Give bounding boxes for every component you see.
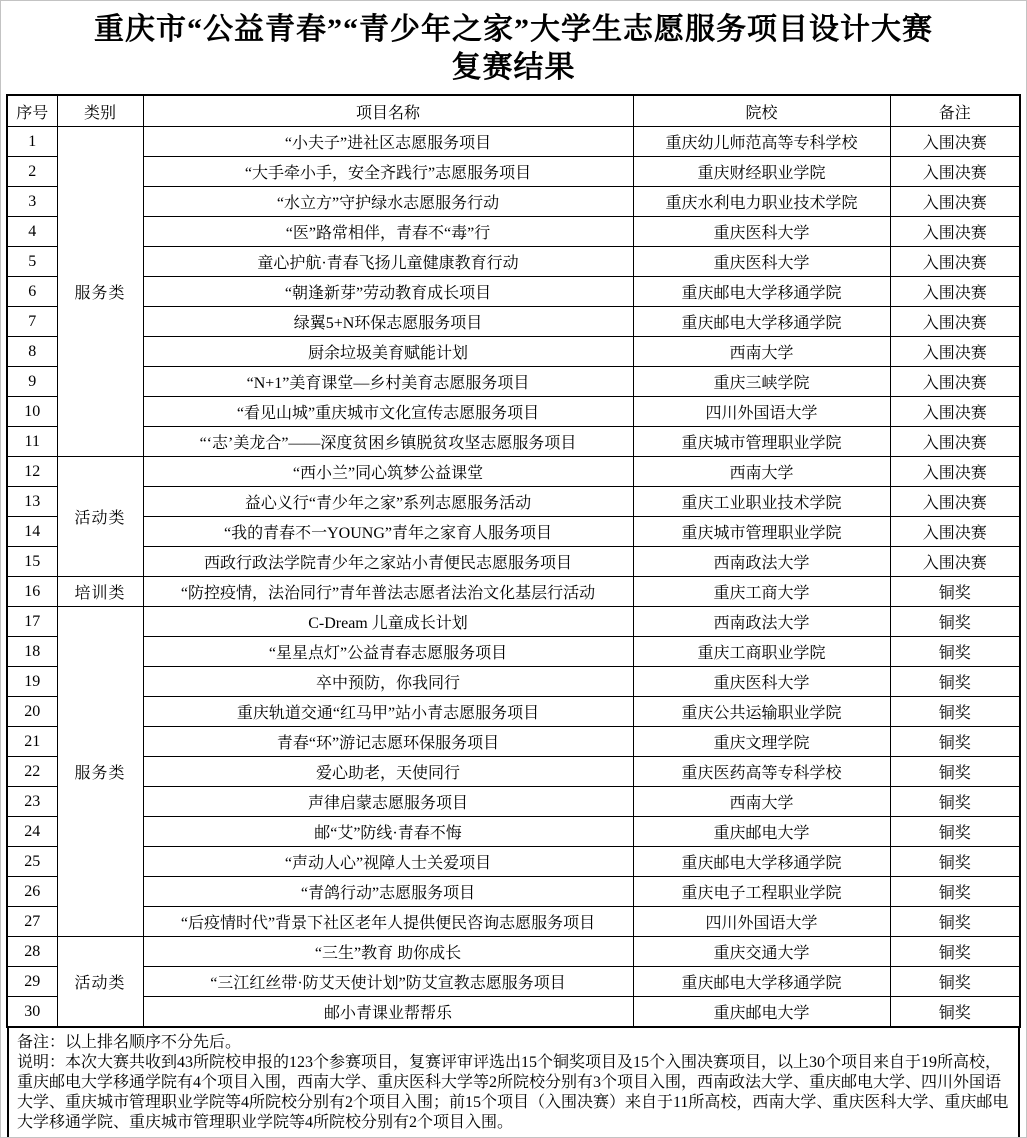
cell-remark: 铜奖: [890, 847, 1020, 877]
cell-school: 西南大学: [633, 787, 890, 817]
cell-school: 重庆工商大学: [633, 577, 890, 607]
table-row: [7, 667, 1020, 697]
cell-project: 绿翼5+N环保志愿服务项目: [143, 307, 633, 337]
cell-remark: 入围决赛: [890, 427, 1020, 457]
table-row: [7, 727, 1020, 757]
cell-remark: 铜奖: [890, 757, 1020, 787]
cell-school: 重庆文理学院: [633, 727, 890, 757]
cell-project: “声动人心”视障人士关爱项目: [143, 847, 633, 877]
cell-school: 重庆邮电大学移通学院: [633, 967, 890, 997]
note-ranking: 备注：以上排名顺序不分先后。: [17, 1034, 242, 1051]
note-description: 说明：本次大赛共收到43所院校申报的123个参赛项目，复赛评审评选出15个铜奖项目及15个入围决赛项目，以上30个项目来自于19所高校，重庆邮电大学移通学院有4个项目入围，西南大学、重庆医科大学等2所院校分别有3个项目入围，西南政法大学、重庆邮电大学、四川外国语大学、重庆城市管理职业学院等4所院校分别有2个项目入围；前15个项目（入围决赛）来自于11所高校，西南大学、重庆医科大学、重庆邮电大学移通学院、重庆城市管理职业学院等4所院校分别有2个项目入围。: [17, 1054, 1009, 1131]
table-row: [7, 547, 1020, 577]
cell-school: 重庆工商职业学院: [633, 637, 890, 667]
cell-remark: 铜奖: [890, 937, 1020, 967]
table-row: [7, 877, 1020, 907]
cell-remark: 入围决赛: [890, 487, 1020, 517]
table-row: [7, 487, 1020, 517]
cell-project: 童心护航·青春飞扬儿童健康教育行动: [143, 247, 633, 277]
cell-project: 卒中预防，你我同行: [143, 667, 633, 697]
cell-project: C-Dream 儿童成长计划: [143, 607, 633, 637]
cell-index: 27: [7, 907, 57, 937]
cell-index: 28: [7, 937, 57, 967]
table-row: [7, 787, 1020, 817]
cell-remark: 入围决赛: [890, 517, 1020, 547]
cell-remark: 铜奖: [890, 607, 1020, 637]
table-row: [7, 427, 1020, 457]
cell-index: 24: [7, 817, 57, 847]
cell-project: “医”路常相伴，青春不“毒”行: [143, 217, 633, 247]
cell-school: 西南大学: [633, 457, 890, 487]
results-table-body: [7, 127, 1020, 1028]
cell-school: 四川外国语大学: [633, 397, 890, 427]
cell-index: 1: [7, 127, 57, 157]
cell-index: 14: [7, 517, 57, 547]
table-row: [7, 517, 1020, 547]
cell-school: 重庆邮电大学: [633, 997, 890, 1028]
title-line-1: 重庆市“公益青春”“青少年之家”大学生志愿服务项目设计大赛: [94, 13, 933, 46]
cell-index: 26: [7, 877, 57, 907]
cell-project: “大手牵小手，安全齐践行”志愿服务项目: [143, 157, 633, 187]
column-header-col-school: 院校: [633, 95, 890, 127]
cell-project: 西政行政法学院青少年之家站小青便民志愿服务项目: [143, 547, 633, 577]
cell-project: 邮小青课业帮帮乐: [143, 997, 633, 1028]
cell-category: 服务类: [57, 607, 143, 937]
cell-school: 重庆邮电大学移通学院: [633, 277, 890, 307]
cell-remark: 入围决赛: [890, 367, 1020, 397]
cell-category: 培训类: [57, 577, 143, 607]
cell-school: 重庆城市管理职业学院: [633, 517, 890, 547]
cell-remark: 铜奖: [890, 997, 1020, 1028]
cell-remark: 入围决赛: [890, 307, 1020, 337]
cell-school: 重庆邮电大学移通学院: [633, 847, 890, 877]
cell-index: 30: [7, 997, 57, 1028]
cell-index: 7: [7, 307, 57, 337]
cell-school: 西南大学: [633, 337, 890, 367]
cell-remark: 铜奖: [890, 817, 1020, 847]
cell-index: 10: [7, 397, 57, 427]
cell-school: 重庆公共运输职业学院: [633, 697, 890, 727]
cell-project: 声律启蒙志愿服务项目: [143, 787, 633, 817]
cell-index: 22: [7, 757, 57, 787]
cell-school: 重庆三峡学院: [633, 367, 890, 397]
cell-project: “青鸽行动”志愿服务项目: [143, 877, 633, 907]
cell-remark: 铜奖: [890, 637, 1020, 667]
cell-project: “三生”教育 助你成长: [143, 937, 633, 967]
table-row: [7, 277, 1020, 307]
results-table: [6, 94, 1021, 1028]
cell-index: 4: [7, 217, 57, 247]
table-row: [7, 217, 1020, 247]
cell-school: 重庆医药高等专科学校: [633, 757, 890, 787]
cell-index: 18: [7, 637, 57, 667]
cell-index: 16: [7, 577, 57, 607]
column-header-col-remark: 备注: [890, 95, 1020, 127]
cell-index: 11: [7, 427, 57, 457]
cell-index: 5: [7, 247, 57, 277]
cell-project: “防控疫情，法治同行”青年普法志愿者法治文化基层行活动: [143, 577, 633, 607]
cell-index: 20: [7, 697, 57, 727]
cell-index: 25: [7, 847, 57, 877]
table-row: [7, 847, 1020, 877]
cell-remark: 铜奖: [890, 727, 1020, 757]
cell-remark: 入围决赛: [890, 457, 1020, 487]
cell-school: 重庆幼儿师范高等专科学校: [633, 127, 890, 157]
cell-index: 13: [7, 487, 57, 517]
cell-index: 23: [7, 787, 57, 817]
cell-remark: 铜奖: [890, 877, 1020, 907]
cell-school: 重庆邮电大学: [633, 817, 890, 847]
cell-project: “后疫情时代”背景下社区老年人提供便民咨询志愿服务项目: [143, 907, 633, 937]
cell-project: 益心义行“青少年之家”系列志愿服务活动: [143, 487, 633, 517]
cell-project: “小夫子”进社区志愿服务项目: [143, 127, 633, 157]
cell-index: 19: [7, 667, 57, 697]
cell-remark: 入围决赛: [890, 397, 1020, 427]
cell-remark: 铜奖: [890, 577, 1020, 607]
cell-school: 重庆工业职业技术学院: [633, 487, 890, 517]
cell-index: 2: [7, 157, 57, 187]
cell-category: 活动类: [57, 937, 143, 1028]
cell-school: 重庆水利电力职业技术学院: [633, 187, 890, 217]
cell-remark: 入围决赛: [890, 157, 1020, 187]
table-row: [7, 607, 1020, 637]
cell-project: “水立方”守护绿水志愿服务行动: [143, 187, 633, 217]
table-row: [7, 247, 1020, 277]
cell-school: 西南政法大学: [633, 607, 890, 637]
cell-index: 3: [7, 187, 57, 217]
table-row: [7, 157, 1020, 187]
cell-project: 青春“环”游记志愿环保服务项目: [143, 727, 633, 757]
cell-school: 重庆城市管理职业学院: [633, 427, 890, 457]
cell-project: “朝逢新芽”劳动教育成长项目: [143, 277, 633, 307]
cell-school: 重庆电子工程职业学院: [633, 877, 890, 907]
cell-index: 15: [7, 547, 57, 577]
cell-project: 厨余垃圾美育赋能计划: [143, 337, 633, 367]
cell-index: 29: [7, 967, 57, 997]
cell-project: “三江红丝带·防艾天使计划”防艾宣教志愿服务项目: [143, 967, 633, 997]
table-row: [7, 937, 1020, 967]
cell-remark: 入围决赛: [890, 187, 1020, 217]
cell-remark: 入围决赛: [890, 277, 1020, 307]
cell-project: 重庆轨道交通“红马甲”站小青志愿服务项目: [143, 697, 633, 727]
table-row: [7, 757, 1020, 787]
table-row: [7, 307, 1020, 337]
cell-school: 重庆医科大学: [633, 247, 890, 277]
notes-section: [7, 1027, 1020, 1138]
cell-remark: 铜奖: [890, 787, 1020, 817]
cell-index: 8: [7, 337, 57, 367]
cell-category: 活动类: [57, 457, 143, 577]
cell-school: 重庆医科大学: [633, 667, 890, 697]
cell-remark: 入围决赛: [890, 337, 1020, 367]
table-row: [7, 577, 1020, 607]
cell-remark: 入围决赛: [890, 547, 1020, 577]
cell-project: “‘志’美龙合”——深度贫困乡镇脱贫攻坚志愿服务项目: [143, 427, 633, 457]
cell-index: 6: [7, 277, 57, 307]
cell-remark: 入围决赛: [890, 127, 1020, 157]
table-row: [7, 337, 1020, 367]
cell-index: 17: [7, 607, 57, 637]
column-header-col-project: 项目名称: [143, 95, 633, 127]
cell-project: “我的青春不一YOUNG”青年之家育人服务项目: [143, 517, 633, 547]
cell-remark: 铜奖: [890, 967, 1020, 997]
table-row: [7, 997, 1020, 1028]
cell-index: 21: [7, 727, 57, 757]
table-row: [7, 367, 1020, 397]
cell-remark: 入围决赛: [890, 217, 1020, 247]
table-row: [7, 907, 1020, 937]
table-row: [7, 637, 1020, 667]
cell-index: 9: [7, 367, 57, 397]
cell-remark: 入围决赛: [890, 247, 1020, 277]
cell-remark: 铜奖: [890, 697, 1020, 727]
cell-school: 西南政法大学: [633, 547, 890, 577]
cell-school: 四川外国语大学: [633, 907, 890, 937]
cell-remark: 铜奖: [890, 667, 1020, 697]
cell-category: 服务类: [57, 127, 143, 457]
cell-project: 爱心助老，天使同行: [143, 757, 633, 787]
table-row: [7, 127, 1020, 157]
cell-project: “看见山城”重庆城市文化宣传志愿服务项目: [143, 397, 633, 427]
page-title: [1, 1, 1026, 87]
column-header-col-category: 类别: [57, 95, 143, 127]
cell-project: 邮“艾”防线·青春不悔: [143, 817, 633, 847]
table-row: [7, 697, 1020, 727]
table-row: [7, 817, 1020, 847]
cell-school: 重庆财经职业学院: [633, 157, 890, 187]
table-row: [7, 457, 1020, 487]
cell-project: “N+1”美育课堂—乡村美育志愿服务项目: [143, 367, 633, 397]
table-row: [7, 967, 1020, 997]
cell-project: “西小兰”同心筑梦公益课堂: [143, 457, 633, 487]
table-row: [7, 397, 1020, 427]
cell-school: 重庆交通大学: [633, 937, 890, 967]
title-line-2: 复赛结果: [451, 51, 576, 84]
table-row: [7, 187, 1020, 217]
cell-index: 12: [7, 457, 57, 487]
cell-school: 重庆医科大学: [633, 217, 890, 247]
cell-project: “星星点灯”公益青春志愿服务项目: [143, 637, 633, 667]
column-header-col-index: 序号: [7, 95, 57, 127]
cell-school: 重庆邮电大学移通学院: [633, 307, 890, 337]
header-row: [7, 95, 1020, 127]
cell-remark: 铜奖: [890, 907, 1020, 937]
